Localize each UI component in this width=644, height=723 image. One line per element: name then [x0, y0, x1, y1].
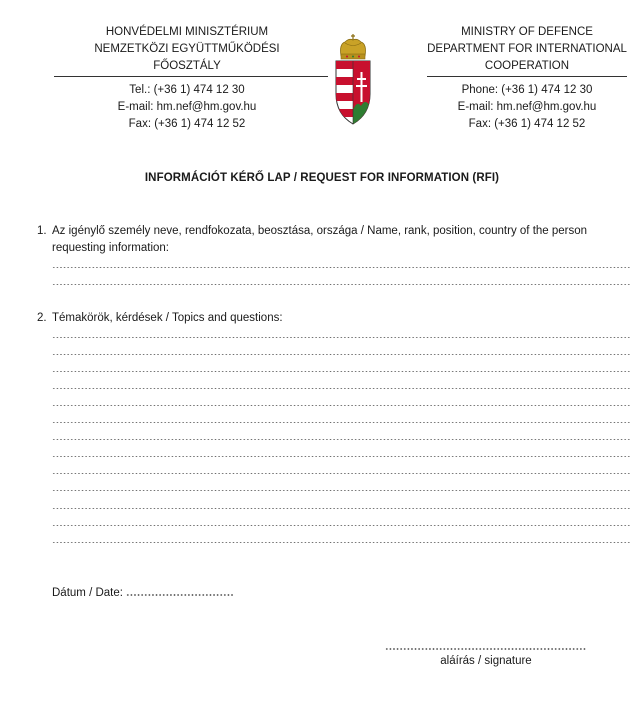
answer-line[interactable] — [52, 490, 630, 491]
date-field — [52, 587, 234, 599]
answer-line[interactable] — [52, 388, 630, 389]
phone-en: Phone: (+36 1) 474 12 30 — [461, 84, 593, 96]
header-divider-left — [54, 76, 328, 77]
answer-line[interactable] — [52, 422, 630, 423]
answer-line[interactable] — [52, 542, 630, 543]
org-name-hu-line3: FŐOSZTÁLY — [153, 60, 221, 72]
answer-line[interactable] — [52, 354, 630, 355]
answer-line[interactable] — [52, 456, 630, 457]
org-name-hu-line1: HONVÉDELMI MINISZTÉRIUM — [105, 26, 269, 38]
question-text: Témakörök, kérdések / Topics and questions: — [52, 312, 283, 324]
form-title: INFORMÁCIÓT KÉRŐ LAP / REQUEST FOR INFORMATION (RFI) — [144, 172, 500, 184]
date-input-line[interactable] — [126, 594, 234, 596]
signature-line[interactable] — [385, 648, 587, 650]
org-name-hu-line2: NEMZETKÖZI EGYÜTTMŰKÖDÉSI — [94, 43, 280, 55]
question-number: 1. — [37, 225, 47, 237]
question-number: 2. — [37, 312, 47, 324]
hungarian-coat-of-arms-icon — [333, 34, 373, 126]
fax-hu: Fax: (+36 1) 474 12 52 — [128, 118, 246, 130]
phone-hu: Tel.: (+36 1) 474 12 30 — [129, 84, 245, 96]
org-name-en-line2: DEPARTMENT FOR INTERNATIONAL — [427, 43, 627, 55]
org-name-en-line1: MINISTRY OF DEFENCE — [461, 26, 593, 38]
answer-line[interactable] — [52, 525, 630, 526]
question-text: Az igénylő személy neve, rendfokozata, beosztása, országa / Name, rank, position, country of the person requesting information: — [52, 225, 588, 254]
org-name-en-line3: COOPERATION — [484, 60, 570, 72]
email-hu: E-mail: hm.nef@hm.gov.hu — [117, 101, 257, 113]
signature-label: aláírás / signature — [440, 655, 532, 667]
answer-line[interactable] — [52, 337, 630, 338]
answer-line[interactable] — [52, 439, 630, 440]
answer-line[interactable] — [52, 405, 630, 406]
header-divider-right — [427, 76, 627, 77]
date-label: Dátum / Date: — [52, 587, 123, 599]
header-left — [46, 24, 328, 133]
answer-line[interactable] — [52, 473, 630, 474]
answer-line[interactable] — [52, 267, 630, 268]
answer-line[interactable] — [52, 508, 630, 509]
answer-line[interactable] — [52, 284, 630, 285]
fax-en: Fax: (+36 1) 474 12 52 — [468, 118, 586, 130]
email-en: E-mail: hm.nef@hm.gov.hu — [457, 101, 597, 113]
header-right — [427, 24, 627, 133]
answer-line[interactable] — [52, 371, 630, 372]
